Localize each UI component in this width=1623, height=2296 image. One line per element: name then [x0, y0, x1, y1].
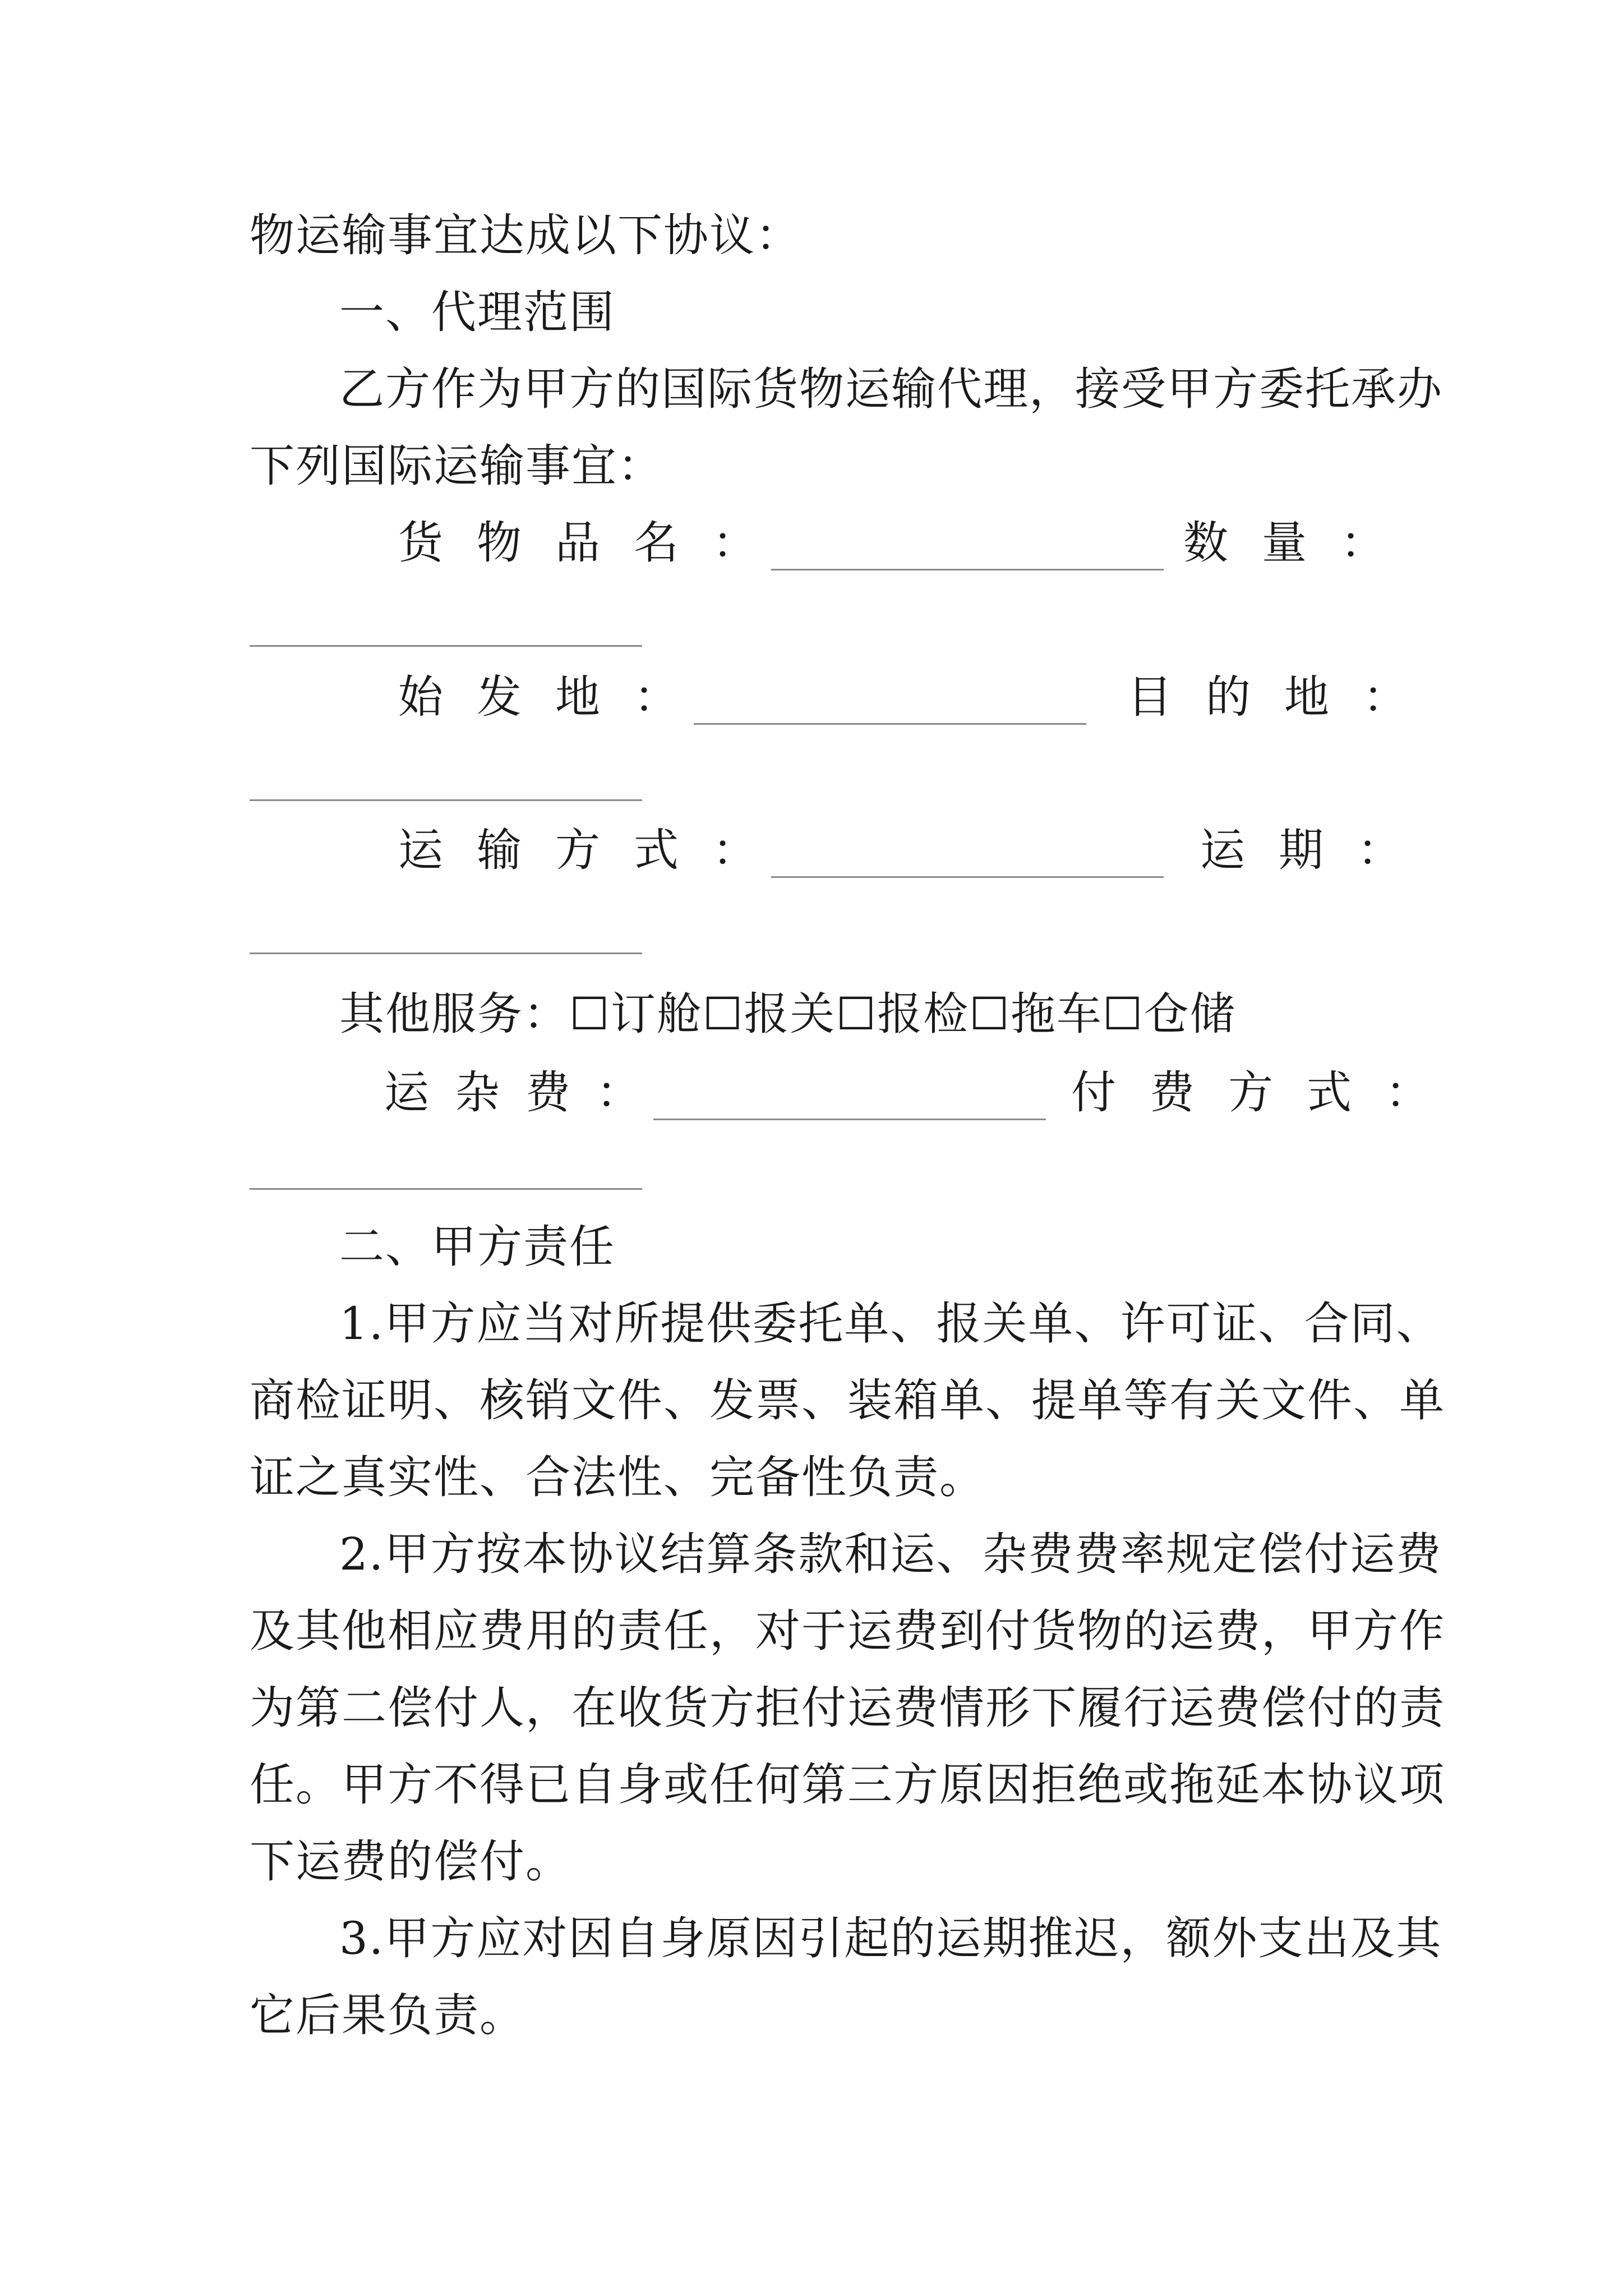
- goods-quantity-row: [250, 516, 1419, 570]
- item2-line4: 任。甲方不得已自身或任何第三方原因拒绝或拖延本协议项: [250, 1759, 1445, 1811]
- item1-line3: 证之真实性、合法性、完备性负责。: [250, 1451, 985, 1503]
- origin-label: 始发地：: [398, 671, 712, 723]
- freight-charges-blank[interactable]: [653, 1119, 1046, 1120]
- quantity-label: 数量：: [1183, 517, 1419, 569]
- intro-tail: 物运输事宜达成以下协议：: [250, 209, 801, 261]
- transport-period-row: [250, 823, 1436, 877]
- payment-method-blank[interactable]: [250, 1188, 642, 1190]
- goods-name-blank[interactable]: [771, 569, 1164, 570]
- destination-blank[interactable]: [250, 799, 642, 801]
- goods-name-label: 货物品名：: [398, 517, 791, 569]
- item1-line2: 商检证明、核销文件、发票、装箱单、提单等有关文件、单: [250, 1374, 1445, 1427]
- item3-line2: 它后果负责。: [250, 1989, 525, 2041]
- payment-method-label: 付费方式：: [1071, 1066, 1464, 1119]
- item2-line5: 下运费的偿付。: [250, 1835, 571, 1888]
- quantity-blank[interactable]: [250, 645, 642, 647]
- item3-line1: 3.甲方应对因自身原因引起的运期推迟，额外支出及其: [339, 1912, 1442, 1964]
- section1-line2: 下列国际运输事宜：: [250, 440, 663, 492]
- item1-line1: 1.甲方应当对所提供委托单、报关单、许可证、合同、: [339, 1297, 1442, 1350]
- item2-line3: 为第二偿付人，在收货方拒付运费情形下履行运费偿付的责: [250, 1682, 1445, 1734]
- destination-label: 目的地：: [1127, 671, 1441, 723]
- item2-line1: 2.甲方按本协议结算条款和运、杂费费率规定偿付运费: [339, 1528, 1442, 1580]
- origin-blank[interactable]: [694, 723, 1086, 725]
- freight-payment-row: [250, 1066, 1464, 1120]
- item2-line2: 及其他相应费用的责任，对于运费到付货物的运费，甲方作: [250, 1605, 1445, 1657]
- section1-line1: 乙方作为甲方的国际货物运输代理，接受甲方委托承办: [339, 363, 1443, 415]
- transit-period-label: 运期：: [1200, 824, 1436, 876]
- origin-destination-row: [250, 670, 1441, 724]
- transport-mode-label: 运输方式：: [398, 824, 791, 876]
- transit-period-blank[interactable]: [250, 953, 642, 954]
- section1-title: 一、代理范围: [339, 286, 615, 338]
- section2-title: 二、甲方责任: [339, 1221, 615, 1273]
- other-services: 其他服务：☐订舱☐报关☐报检☐拖车☐仓储: [339, 988, 1236, 1040]
- freight-charges-label: 运杂费：: [384, 1066, 667, 1119]
- transport-mode-blank[interactable]: [771, 876, 1164, 878]
